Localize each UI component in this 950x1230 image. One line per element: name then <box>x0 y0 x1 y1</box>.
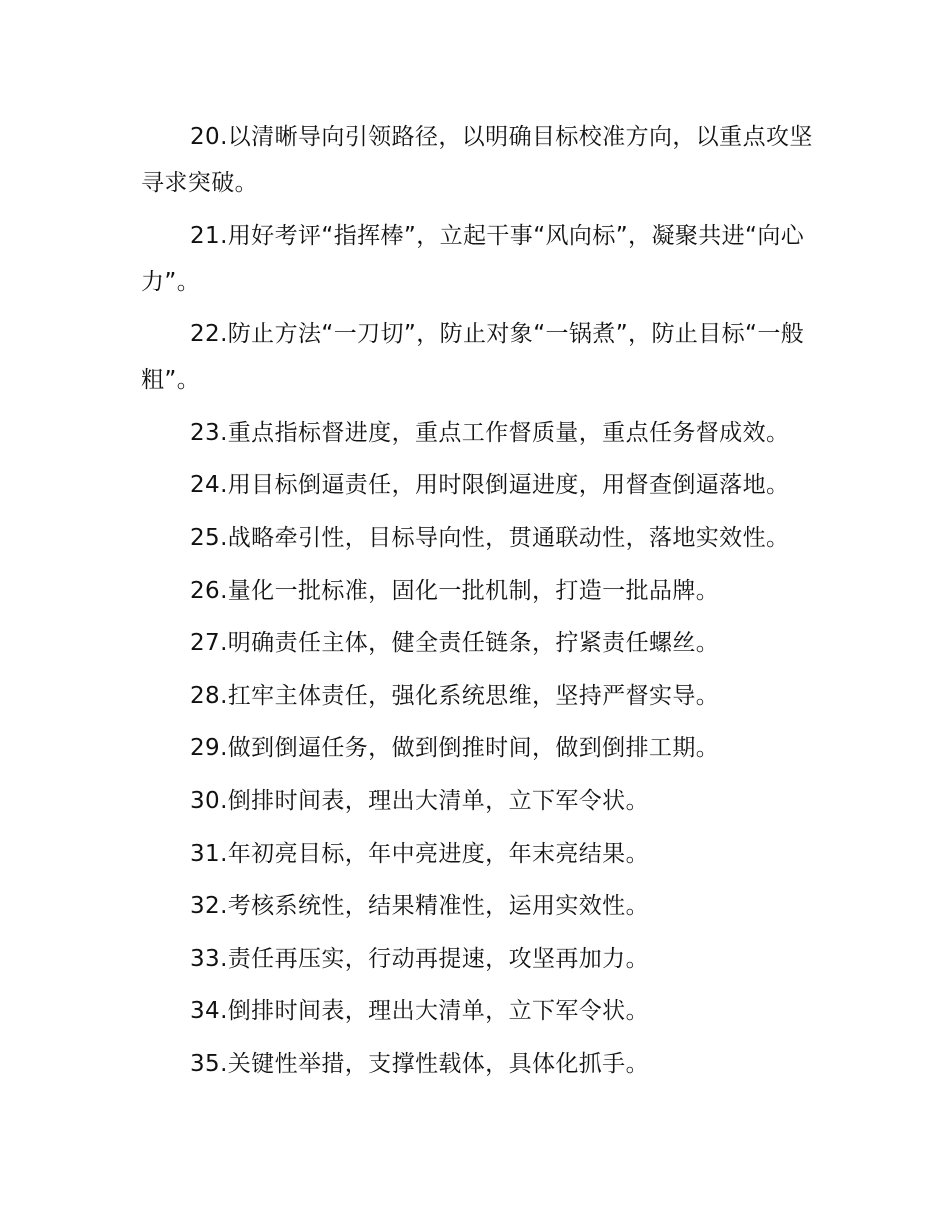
document-body <box>141 114 821 1094</box>
paragraph-25: 25.战略牵引性，目标导向性，贯通联动性，落地实效性。 <box>190 524 790 551</box>
paragraph-23: 23.重点指标督进度，重点工作督质量，重点任务督成效。 <box>190 419 790 446</box>
paragraph-33: 33.责任再压实，行动再提速，攻坚再加力。 <box>190 945 649 972</box>
paragraph-30: 30.倒排时间表，理出大清单，立下军令状。 <box>190 787 649 814</box>
paragraph-26: 26.量化一批标准，固化一批机制，打造一批品牌。 <box>190 577 720 604</box>
paragraph-28: 28.扛牢主体责任，强化系统思维，坚持严督实导。 <box>190 682 720 709</box>
paragraph-20: 20.以清晰导向引领路径，以明确目标校准方向，以重点攻坚寻求突破。 <box>141 124 813 196</box>
paragraph-34: 34.倒排时间表，理出大清单，立下军令状。 <box>190 998 649 1025</box>
paragraph-31: 31.年初亮目标，年中亮进度，年末亮结果。 <box>190 840 649 867</box>
paragraph-32: 32.考核系统性，结果精准性，运用实效性。 <box>190 893 649 920</box>
paragraph-29: 29.做到倒逼任务，做到倒推时间，做到倒排工期。 <box>190 735 720 762</box>
paragraph-27: 27.明确责任主体，健全责任链条，拧紧责任螺丝。 <box>190 630 720 657</box>
paragraph-22: 22.防止方法“一刀切”，防止对象“一锅煮”，防止目标“一般粗”。 <box>141 321 805 394</box>
paragraph-35: 35.关键性举措，支撑性载体，具体化抓手。 <box>190 1050 649 1077</box>
paragraph-24: 24.用目标倒逼责任，用时限倒逼进度，用督查倒逼落地。 <box>190 472 790 499</box>
paragraph-21: 21.用好考评“指挥棒”，立起干事“风向标”，凝聚共进“向心力”。 <box>141 222 805 295</box>
